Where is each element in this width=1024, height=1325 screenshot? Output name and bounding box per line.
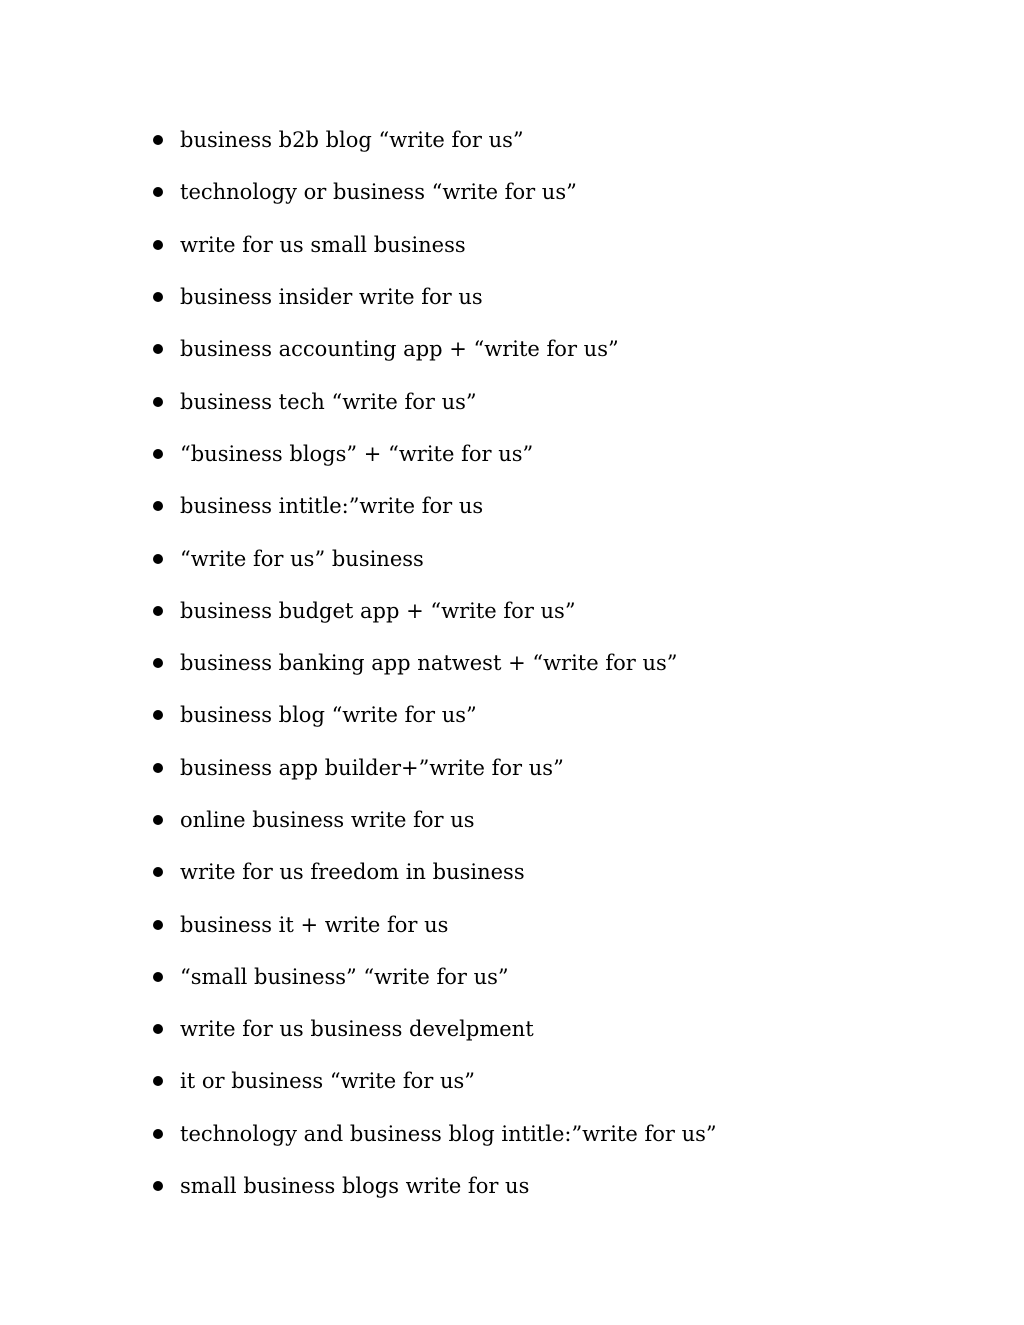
bullet-icon bbox=[153, 1181, 163, 1191]
bullet-icon bbox=[153, 501, 163, 511]
bullet-icon bbox=[153, 710, 163, 720]
bullet-icon bbox=[153, 1076, 163, 1086]
list-item-text: business accounting app + “write for us” bbox=[180, 337, 619, 362]
bullet-icon bbox=[153, 554, 163, 564]
list-item-text: business banking app natwest + “write for us” bbox=[180, 651, 678, 676]
list-item bbox=[150, 742, 950, 794]
list-item bbox=[150, 271, 950, 323]
bullet-icon bbox=[153, 187, 163, 197]
list-item bbox=[150, 898, 950, 950]
list-item bbox=[150, 323, 950, 375]
list-item bbox=[150, 794, 950, 846]
bullet-icon bbox=[153, 763, 163, 773]
list-item bbox=[150, 951, 950, 1003]
list-item-text: technology and business blog intitle:”write for us” bbox=[180, 1121, 717, 1146]
list-item-text: write for us freedom in business bbox=[180, 860, 525, 885]
list-item-text: “small business” “write for us” bbox=[180, 964, 509, 989]
list-item bbox=[150, 114, 950, 166]
list-item bbox=[150, 219, 950, 271]
list-item-text: online business write for us bbox=[180, 808, 475, 832]
list-item bbox=[150, 532, 950, 584]
bullet-icon bbox=[153, 815, 163, 825]
list-item bbox=[150, 1160, 950, 1212]
list-item bbox=[150, 1108, 950, 1160]
bullet-icon bbox=[153, 606, 163, 616]
list-item bbox=[150, 1003, 950, 1055]
bullet-icon bbox=[153, 972, 163, 982]
list-item-text: technology or business “write for us” bbox=[180, 180, 577, 205]
bullet-icon bbox=[153, 292, 163, 302]
bullet-icon bbox=[153, 1024, 163, 1034]
bullet-icon bbox=[153, 397, 163, 407]
bullet-icon bbox=[153, 867, 163, 877]
list-item-text: business intitle:”write for us bbox=[180, 494, 484, 519]
bullet-icon bbox=[153, 344, 163, 354]
list-item bbox=[150, 428, 950, 480]
bullet-icon bbox=[153, 240, 163, 250]
bullet-icon bbox=[153, 920, 163, 930]
list-item bbox=[150, 585, 950, 637]
list-item-text: it or business “write for us” bbox=[180, 1069, 476, 1094]
list-item-text: business b2b blog “write for us” bbox=[180, 128, 524, 153]
list-item bbox=[150, 846, 950, 898]
list-item bbox=[150, 166, 950, 218]
list-item bbox=[150, 1055, 950, 1107]
list-item-text: business app builder+”write for us” bbox=[180, 755, 564, 780]
bullet-icon bbox=[153, 135, 163, 145]
list-item-text: business insider write for us bbox=[180, 285, 483, 310]
list-item-text: small business blogs write for us bbox=[180, 1174, 530, 1199]
bullet-icon bbox=[153, 658, 163, 668]
list-item-text: “write for us” business bbox=[180, 546, 424, 571]
list-item-text: write for us business develpment bbox=[180, 1017, 534, 1042]
list-item bbox=[150, 375, 950, 427]
list-item-text: business tech “write for us” bbox=[180, 389, 477, 414]
bullet-list bbox=[150, 114, 950, 1212]
list-item bbox=[150, 689, 950, 741]
list-item bbox=[150, 480, 950, 532]
list-item-text: “business blogs” + “write for us” bbox=[180, 441, 534, 466]
list-item bbox=[150, 637, 950, 689]
list-item-text: write for us small business bbox=[180, 232, 466, 257]
bullet-icon bbox=[153, 1129, 163, 1139]
list-item-text: business budget app + “write for us” bbox=[180, 598, 576, 623]
bullet-icon bbox=[153, 449, 163, 459]
list-item-text: business blog “write for us” bbox=[180, 703, 477, 728]
list-item-text: business it + write for us bbox=[180, 912, 449, 937]
